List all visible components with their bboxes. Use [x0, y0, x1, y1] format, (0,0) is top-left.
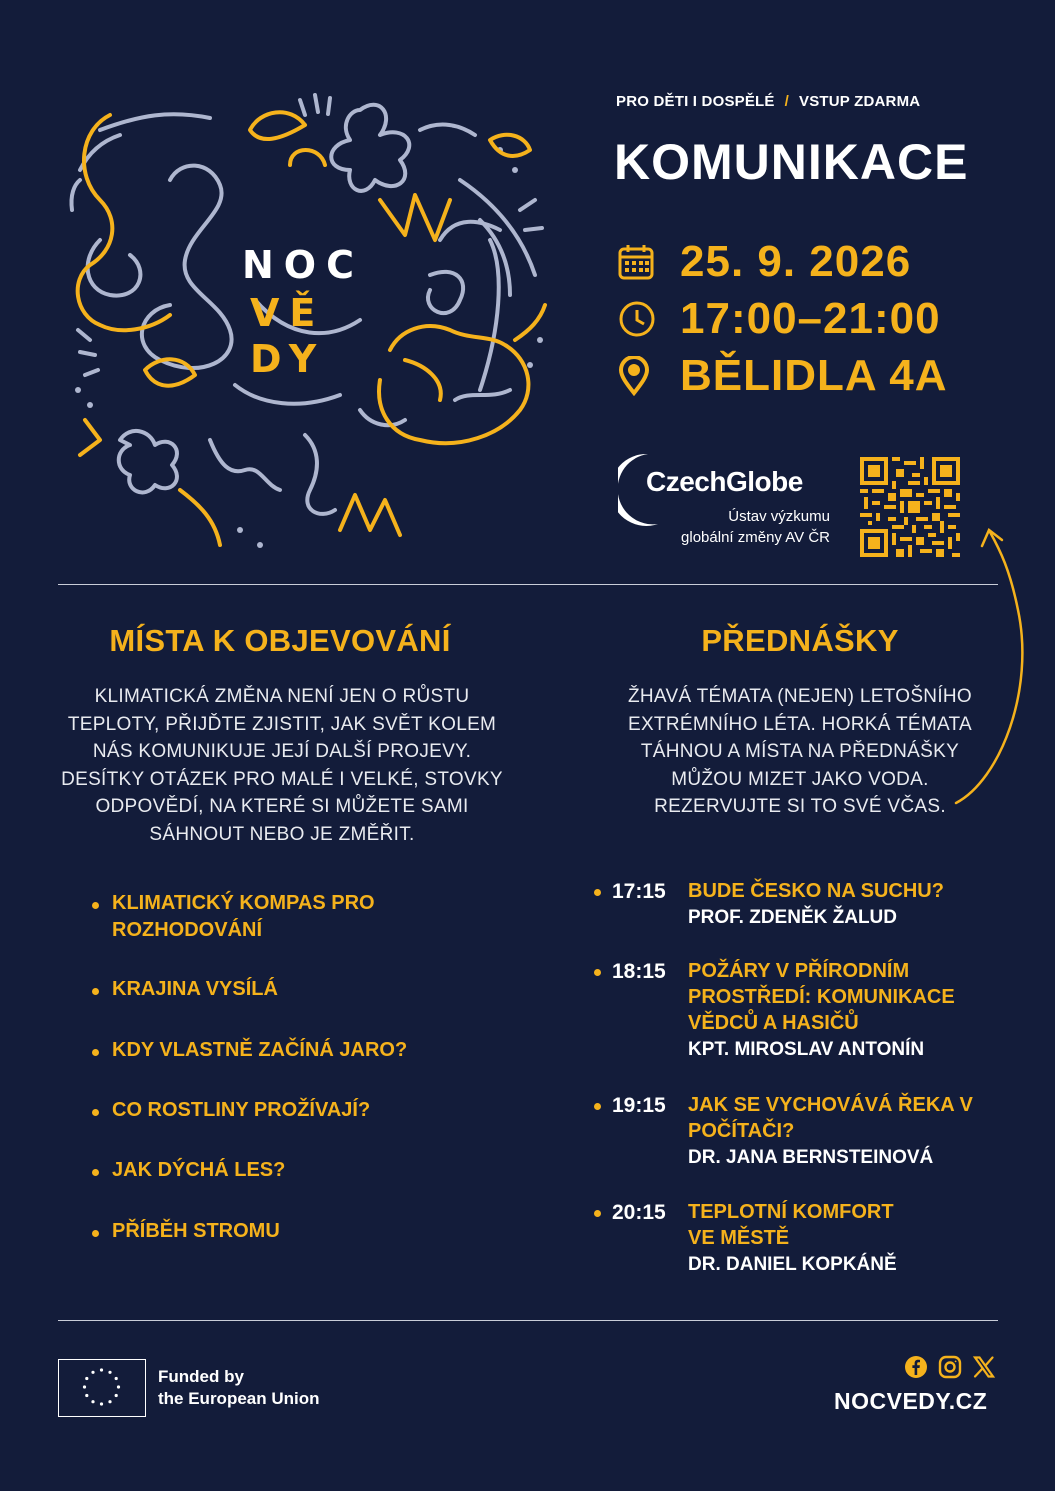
list-item-text: KLIMATICKÝ KOMPAS PRO — [112, 892, 375, 914]
list-item-text: JAK DÝCHÁ LES? — [112, 1159, 286, 1181]
bullet-icon — [92, 1097, 112, 1124]
places-description-line: DESÍTKY OTÁZEK PRO MALÉ I VELKÉ, STOVKY — [61, 768, 503, 790]
bullet-icon — [92, 1037, 112, 1064]
lecture-speaker: DR. DANIEL KOPKÁNĚ — [688, 1254, 897, 1275]
clock-icon — [618, 300, 662, 338]
list-item — [92, 1218, 280, 1245]
lectures-title: PŘEDNÁŠKY — [701, 623, 899, 658]
lectures-description-line: EXTRÉMNÍHO LÉTA. HORKÁ TÉMATA — [627, 713, 973, 735]
tagline-entry: VSTUP ZDARMA — [799, 93, 921, 110]
bullet-icon — [594, 958, 612, 1064]
list-item-text: KRAJINA VYSÍLÁ — [112, 978, 278, 1000]
tagline-separator: / — [784, 93, 789, 110]
places-description-line: KLIMATICKÁ ZMĚNA NENÍ JEN O RŮSTU — [94, 686, 470, 707]
list-item — [92, 1157, 285, 1184]
calendar-icon — [618, 243, 662, 281]
event-time-row — [618, 295, 941, 343]
list-item — [92, 1037, 407, 1064]
bullet-icon — [594, 1199, 612, 1279]
bullet-icon — [92, 890, 112, 944]
lecture-item — [594, 1199, 897, 1279]
lecture-title: VE MĚSTĚ — [688, 1227, 790, 1249]
logo-word-ve: VĚ — [250, 291, 326, 335]
eu-funding-line2: the European Union — [158, 1389, 320, 1408]
list-item-text: ROZHODOVÁNÍ — [112, 919, 262, 941]
lecture-item — [594, 958, 955, 1064]
czechglobe-subtitle-line1: Ústav výzkumu — [728, 508, 830, 525]
event-date: 25. 9. 2026 — [680, 237, 912, 286]
lectures-description-line: REZERVUJTE SI TO SVÉ VČAS. — [654, 796, 946, 817]
lecture-title: VĚDCŮ A HASIČŮ — [688, 1012, 859, 1034]
places-title: MÍSTA K OBJEVOVÁNÍ — [109, 623, 451, 658]
list-item — [92, 1097, 370, 1124]
eu-funding-line1: Funded by — [158, 1367, 244, 1386]
event-date-row — [618, 238, 911, 286]
facebook-icon[interactable] — [904, 1355, 928, 1384]
places-description — [50, 683, 514, 848]
bullet-icon — [92, 1157, 112, 1184]
event-time: 17:00–21:00 — [680, 294, 941, 343]
lecture-title: JAK SE VYCHOVÁVÁ ŘEKA V — [688, 1094, 973, 1116]
list-item — [92, 976, 278, 1003]
lecture-item — [594, 1092, 973, 1172]
places-description-line: SÁHNOUT NEBO JE ZMĚŘIT. — [149, 823, 415, 845]
lecture-time: 18:15 — [612, 960, 666, 983]
places-description-line: ODPOVĚDÍ, NA KTERÉ SI MŮŽETE SAMI — [95, 796, 469, 817]
lecture-title: POČÍTAČI? — [688, 1120, 795, 1142]
divider-top — [58, 584, 998, 585]
lecture-time: 19:15 — [612, 1094, 666, 1117]
event-place: BĚLIDLA 4A — [680, 351, 948, 400]
eu-flag-icon — [58, 1359, 146, 1417]
list-item — [92, 890, 375, 944]
list-item-text: CO ROSTLINY PROŽÍVAJÍ? — [112, 1099, 371, 1121]
tagline-audience: PRO DĚTI I DOSPĚLÉ — [616, 93, 775, 110]
website-link[interactable]: NOCVEDY.CZ — [834, 1388, 988, 1414]
lecture-speaker: KPT. MIROSLAV ANTONÍN — [688, 1039, 925, 1060]
bullet-icon — [92, 976, 112, 1003]
lectures-description-line: TÁHNOU A MÍSTA NA PŘEDNÁŠKY — [640, 741, 960, 762]
x-icon[interactable] — [972, 1355, 996, 1384]
czechglobe-subtitle — [681, 506, 830, 548]
logo-word-dy: DY — [250, 337, 327, 381]
czechglobe-logo — [618, 450, 848, 560]
lecture-item — [594, 878, 944, 932]
tagline — [616, 93, 920, 110]
lecture-time: 17:15 — [612, 880, 666, 903]
event-title: KOMUNIKACE — [614, 134, 969, 190]
list-item-text: KDY VLASTNĚ ZAČÍNÁ JARO? — [112, 1039, 408, 1061]
logo-word-noc: NOC — [242, 243, 364, 287]
eu-funding-text — [158, 1366, 320, 1410]
event-place-row — [618, 352, 948, 400]
social-links — [904, 1355, 996, 1384]
czechglobe-name: CzechGlobe — [646, 466, 803, 497]
instagram-icon[interactable] — [938, 1355, 962, 1384]
lecture-speaker: PROF. ZDENĚK ŽALUD — [688, 907, 897, 928]
lecture-title: PROSTŘEDÍ: KOMUNIKACE — [688, 986, 955, 1008]
bullet-icon — [92, 1218, 112, 1245]
lecture-title: TEPLOTNÍ KOMFORT — [688, 1201, 894, 1223]
lecture-time: 20:15 — [612, 1201, 666, 1224]
places-description-line: TEPLOTY, PŘIJĎTE ZJISTIT, JAK SVĚT KOLEM — [67, 713, 497, 735]
divider-bottom — [58, 1320, 998, 1321]
lectures-description-line: ŽHAVÁ TÉMATA (NEJEN) LETOŠNÍHO — [627, 686, 972, 707]
lecture-title: BUDE ČESKO NA SUCHU? — [688, 880, 944, 902]
lectures-description-line: MŮŽOU MIZET JAKO VODA. — [671, 768, 929, 790]
location-pin-icon — [618, 356, 662, 396]
bullet-icon — [594, 878, 612, 932]
bullet-icon — [594, 1092, 612, 1172]
czechglobe-subtitle-line2: globální změny AV ČR — [681, 529, 830, 546]
list-item-text: PŘÍBĚH STROMU — [112, 1220, 280, 1242]
places-description-line: NÁS KOMUNIKUJE JEJÍ DALŠÍ PROJEVY. — [92, 741, 472, 762]
noc-vedy-logo — [60, 90, 560, 560]
lectures-description — [590, 683, 1010, 821]
lecture-title: POŽÁRY V PŘÍRODNÍM — [688, 960, 910, 982]
lecture-speaker: DR. JANA BERNSTEINOVÁ — [688, 1147, 934, 1168]
